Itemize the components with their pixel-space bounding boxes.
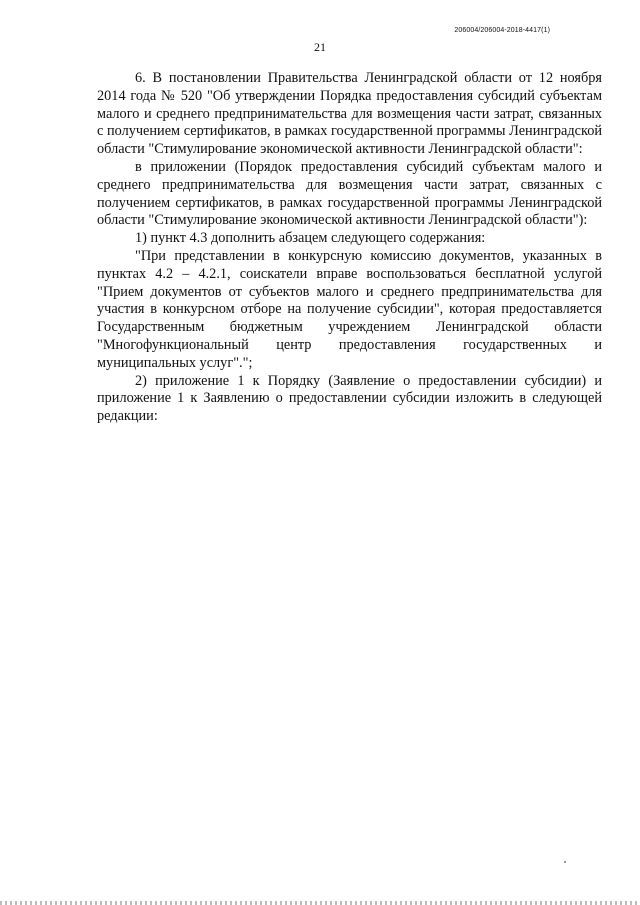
page-number: 21 — [314, 40, 326, 54]
paragraph-appendix: в приложении (Порядок предоставления субсидий субъектам малого и среднего предпринимательства для возмещения части затрат, связанных с получением сертификатов, в рамках государственной программы Ленинградской области "Стимулирование экономической активности Ленинградской области"): — [97, 158, 602, 229]
paragraph-point-2: 2) приложение 1 к Порядку (Заявление о предоставлении субсидии) и приложение 1 к Заявлению о предоставлении субсидии изложить в следующей редакции: — [97, 372, 602, 425]
paragraph-quote: "При представлении в конкурсную комиссию документов, указанных в пунктах 4.2 – 4.2.1, соискатели вправе воспользоваться бесплатной услугой "Прием документов от субъектов малого и среднего предпринимательства для участия в конкурсном отборе на получение субсидии", которая предоставляется Государственным бюджетным учреждением Ленинградской области "Многофункциональный центр предоставления государственных и муниципальных услуг"."; — [97, 247, 602, 371]
scan-speck — [564, 861, 566, 863]
document-code: 206004/206004-2018-4417(1) — [454, 27, 550, 34]
document-body — [97, 70, 602, 426]
paragraph-point-1: 1) пункт 4.3 дополнить абзацем следующего содержания: — [135, 230, 486, 247]
paragraph-item-6: 6. В постановлении Правительства Ленинградской области от 12 ноября 2014 года № 520 "Об утверждении Порядка предоставления субсидий субъектам малого и среднего предпринимательства для возмещения части затрат, связанных с получением сертификатов, в рамках государственной программы Ленинградской области "Стимулирование экономической активности Ленинградской области": — [97, 70, 602, 158]
scan-edge-line — [0, 901, 640, 905]
